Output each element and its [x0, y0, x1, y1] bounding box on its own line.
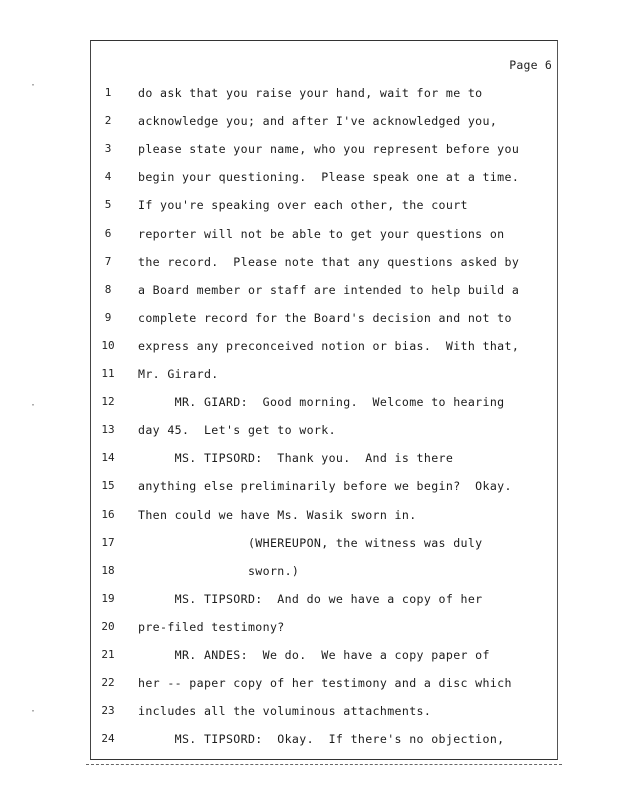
margin-mark: · — [30, 400, 37, 411]
line-number: 1 — [104, 86, 112, 99]
line-number: 12 — [101, 395, 115, 408]
line-text: please state your name, who you represent before you — [138, 142, 520, 156]
line-text: reporter will not be able to get your questions on — [138, 227, 505, 241]
line-text: do ask that you raise your hand, wait for me to — [138, 86, 483, 100]
line-text: acknowledge you; and after I've acknowledged you, — [138, 114, 498, 128]
line-text: begin your questioning. Please speak one at a time. — [138, 170, 520, 184]
line-number: 8 — [104, 283, 112, 296]
line-number: 10 — [101, 339, 115, 352]
line-text: If you're speaking over each other, the court — [138, 198, 468, 212]
line-number: 5 — [104, 198, 112, 211]
margin-mark: · — [30, 80, 37, 91]
line-text: MS. TIPSORD: Okay. If there's no objection, — [138, 732, 505, 746]
line-text: includes all the voluminous attachments. — [138, 704, 432, 718]
line-number: 6 — [104, 227, 112, 240]
line-text: pre-filed testimony? — [138, 620, 285, 634]
line-number: 24 — [101, 732, 115, 745]
line-number: 20 — [101, 620, 115, 633]
line-text: Then could we have Ms. Wasik sworn in. — [138, 508, 417, 522]
line-text: anything else preliminarily before we begin? Okay. — [138, 479, 512, 493]
line-number: 18 — [101, 564, 115, 577]
line-number: 14 — [101, 451, 115, 464]
line-number: 7 — [104, 255, 112, 268]
line-text: MS. TIPSORD: And do we have a copy of her — [138, 592, 483, 606]
line-text: Mr. Girard. — [138, 367, 219, 381]
line-number: 19 — [101, 592, 115, 605]
line-number: 4 — [104, 170, 112, 183]
line-text: the record. Please note that any questions asked by — [138, 255, 520, 269]
bottom-rule — [86, 764, 562, 765]
line-text: (WHEREUPON, the witness was duly — [138, 536, 483, 550]
line-text: day 45. Let's get to work. — [138, 423, 336, 437]
line-text: MS. TIPSORD: Thank you. And is there — [138, 451, 454, 465]
line-number: 22 — [101, 676, 115, 689]
line-number: 3 — [104, 142, 112, 155]
line-text: her -- paper copy of her testimony and a disc which — [138, 676, 512, 690]
line-text: sworn.) — [138, 564, 300, 578]
line-text: complete record for the Board's decision and not to — [138, 311, 512, 325]
line-text: a Board member or staff are intended to help build a — [138, 283, 520, 297]
line-number: 21 — [101, 648, 115, 661]
line-number: 17 — [101, 536, 115, 549]
line-text: express any preconceived notion or bias. With that, — [138, 339, 520, 353]
line-number: 11 — [101, 367, 115, 380]
line-number: 2 — [104, 114, 112, 127]
line-number: 13 — [101, 423, 115, 436]
line-number: 9 — [104, 311, 112, 324]
line-number: 15 — [101, 479, 115, 492]
line-text: MR. ANDES: We do. We have a copy paper of — [138, 648, 490, 662]
page-number-label: Page 6 — [509, 58, 552, 72]
margin-mark: · — [30, 706, 37, 717]
line-number: 23 — [101, 704, 115, 717]
line-text: MR. GIARD: Good morning. Welcome to hearing — [138, 395, 505, 409]
line-number: 16 — [101, 508, 115, 521]
